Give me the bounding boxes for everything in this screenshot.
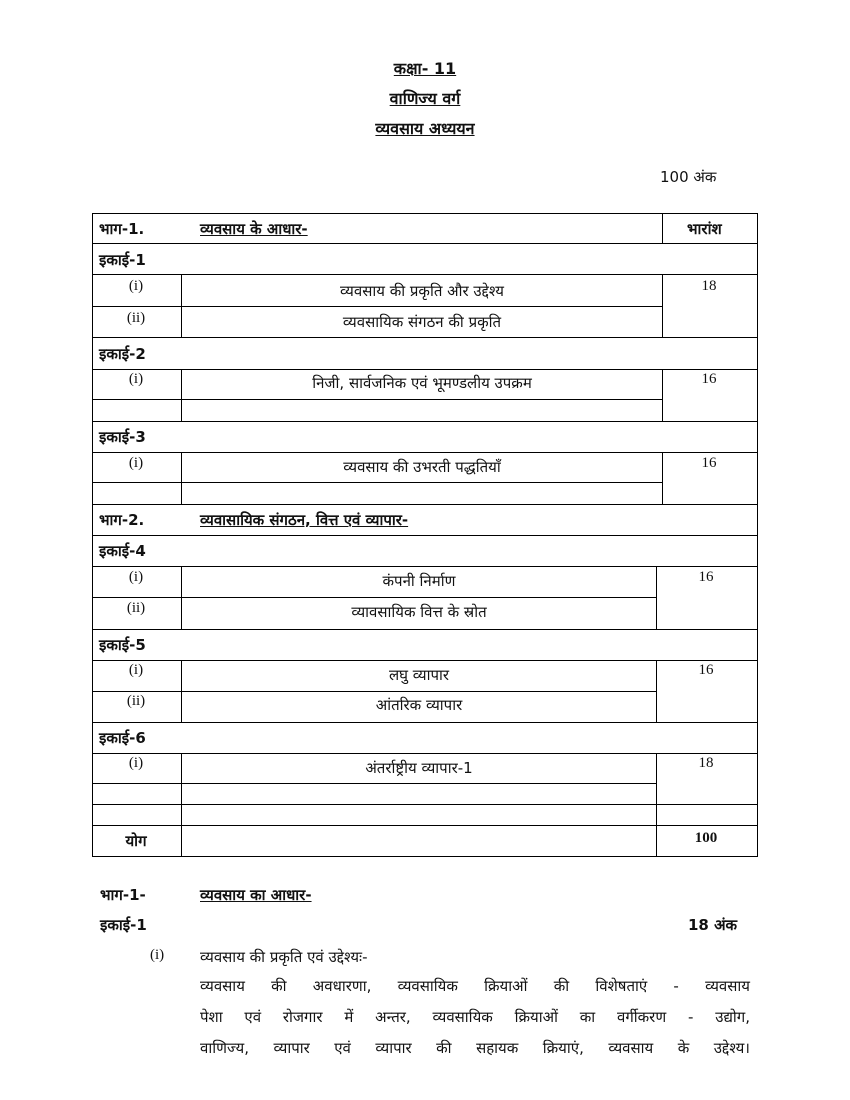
row-number: (i) [128, 371, 144, 387]
subrow-divider [92, 482, 663, 483]
row-divider [92, 566, 758, 567]
detail-part-title: व्यवसाय का आधार- [200, 886, 312, 904]
topic: कंपनी निर्माण [382, 572, 456, 590]
row-divider [92, 421, 758, 422]
topic: व्यवसायिक संगठन की प्रकृति [342, 313, 502, 331]
topic: निजी, सार्वजनिक एवं भूमण्डलीय उपक्रम [312, 374, 532, 392]
topic: लघु व्यापार [388, 666, 450, 684]
row-divider [92, 660, 758, 661]
unit-label: इकाई-2 [99, 345, 146, 363]
col-divider [181, 566, 182, 630]
detail-item-title: व्यवसाय की प्रकृति एवं उद्देश्यः- [200, 948, 368, 966]
unit-label: इकाई-6 [99, 729, 146, 747]
row-number: (ii) [126, 310, 146, 326]
part2-prefix: भाग-2. [99, 511, 145, 529]
topic: आंतरिक व्यापार [375, 696, 463, 714]
weight-header: भारांश [687, 220, 722, 238]
subrow-divider [92, 783, 657, 784]
subrow-divider [92, 597, 657, 598]
row-number: (i) [128, 755, 144, 771]
stream-heading: वाणिज्य वर्ग [389, 89, 461, 108]
topic: व्यवसाय की उभरती पद्धतियाँ [343, 458, 501, 476]
unit-marks: 16 [698, 662, 714, 678]
total-marks-value: 100 [694, 830, 718, 846]
row-divider [92, 337, 758, 338]
detail-item-number: (i) [150, 947, 165, 963]
detail-line: पेशा एवं रोजगार में अन्तर, व्यवसायिक क्रियाओं का वर्गीकरण - उद्योग, [200, 1008, 750, 1026]
row-number: (ii) [126, 693, 146, 709]
unit-marks: 16 [698, 569, 714, 585]
part1-prefix: भाग-1. [99, 220, 145, 238]
row-divider [92, 504, 758, 505]
unit-label: इकाई-1 [99, 251, 146, 269]
table-border [92, 856, 758, 857]
row-divider [92, 452, 758, 453]
row-divider [92, 722, 758, 723]
col-divider [656, 753, 657, 857]
part1-title: व्यवसाय के आधार- [200, 220, 308, 238]
unit-marks: 16 [701, 371, 717, 387]
detail-line: व्यवसाय की अवधारणा, व्यवसायिक क्रियाओं की विशेषताएं - व्यवसाय [200, 977, 750, 995]
col-divider [181, 753, 182, 857]
row-number: (ii) [126, 600, 146, 616]
detail-unit-marks: 18 अंक [688, 916, 738, 934]
total-marks: 100 अंक [660, 168, 717, 186]
subrow-divider [92, 399, 663, 400]
row-divider [92, 274, 758, 275]
topic: व्यावसायिक वित्त के स्रोत [351, 603, 487, 621]
col-divider [662, 213, 663, 244]
part2-title: व्यवासायिक संगठन, वित्त एवं व्यापार- [200, 511, 409, 529]
unit-label: इकाई-3 [99, 428, 146, 446]
col-divider [181, 369, 182, 422]
row-divider [92, 753, 758, 754]
col-divider [662, 452, 663, 505]
row-number: (i) [128, 455, 144, 471]
table-border [92, 213, 758, 214]
subrow-divider [92, 306, 663, 307]
row-number: (i) [128, 278, 144, 294]
subrow-divider [92, 804, 758, 805]
topic: व्यवसाय की प्रकृति और उद्देश्य [340, 282, 504, 300]
detail-line: वाणिज्य, व्यापार एवं व्यापार की सहायक क्रियाएं, व्यवसाय के उद्देश्य। [200, 1039, 750, 1057]
unit-marks: 16 [701, 455, 717, 471]
col-divider [181, 274, 182, 338]
row-divider [92, 825, 758, 826]
syllabus-table [92, 213, 758, 857]
row-number: (i) [128, 569, 144, 585]
col-divider [656, 660, 657, 723]
row-divider [92, 243, 758, 244]
unit-marks: 18 [698, 755, 714, 771]
subrow-divider [92, 691, 657, 692]
row-divider [92, 535, 758, 536]
subject-heading: व्यवसाय अध्ययन [375, 119, 475, 138]
col-divider [662, 274, 663, 338]
topic: अंतर्राष्ट्रीय व्यापार-1 [365, 759, 473, 777]
detail-part-prefix: भाग-1- [100, 886, 146, 904]
unit-marks: 18 [701, 278, 717, 294]
detail-unit-label: इकाई-1 [100, 916, 147, 934]
class-heading: कक्षा- 11 [393, 59, 457, 78]
unit-label: इकाई-5 [99, 636, 146, 654]
row-divider [92, 629, 758, 630]
col-divider [181, 452, 182, 505]
col-divider [181, 660, 182, 723]
unit-label: इकाई-4 [99, 542, 146, 560]
total-label: योग [125, 832, 147, 850]
row-divider [92, 369, 758, 370]
col-divider [656, 566, 657, 630]
row-number: (i) [128, 662, 144, 678]
col-divider [662, 369, 663, 422]
